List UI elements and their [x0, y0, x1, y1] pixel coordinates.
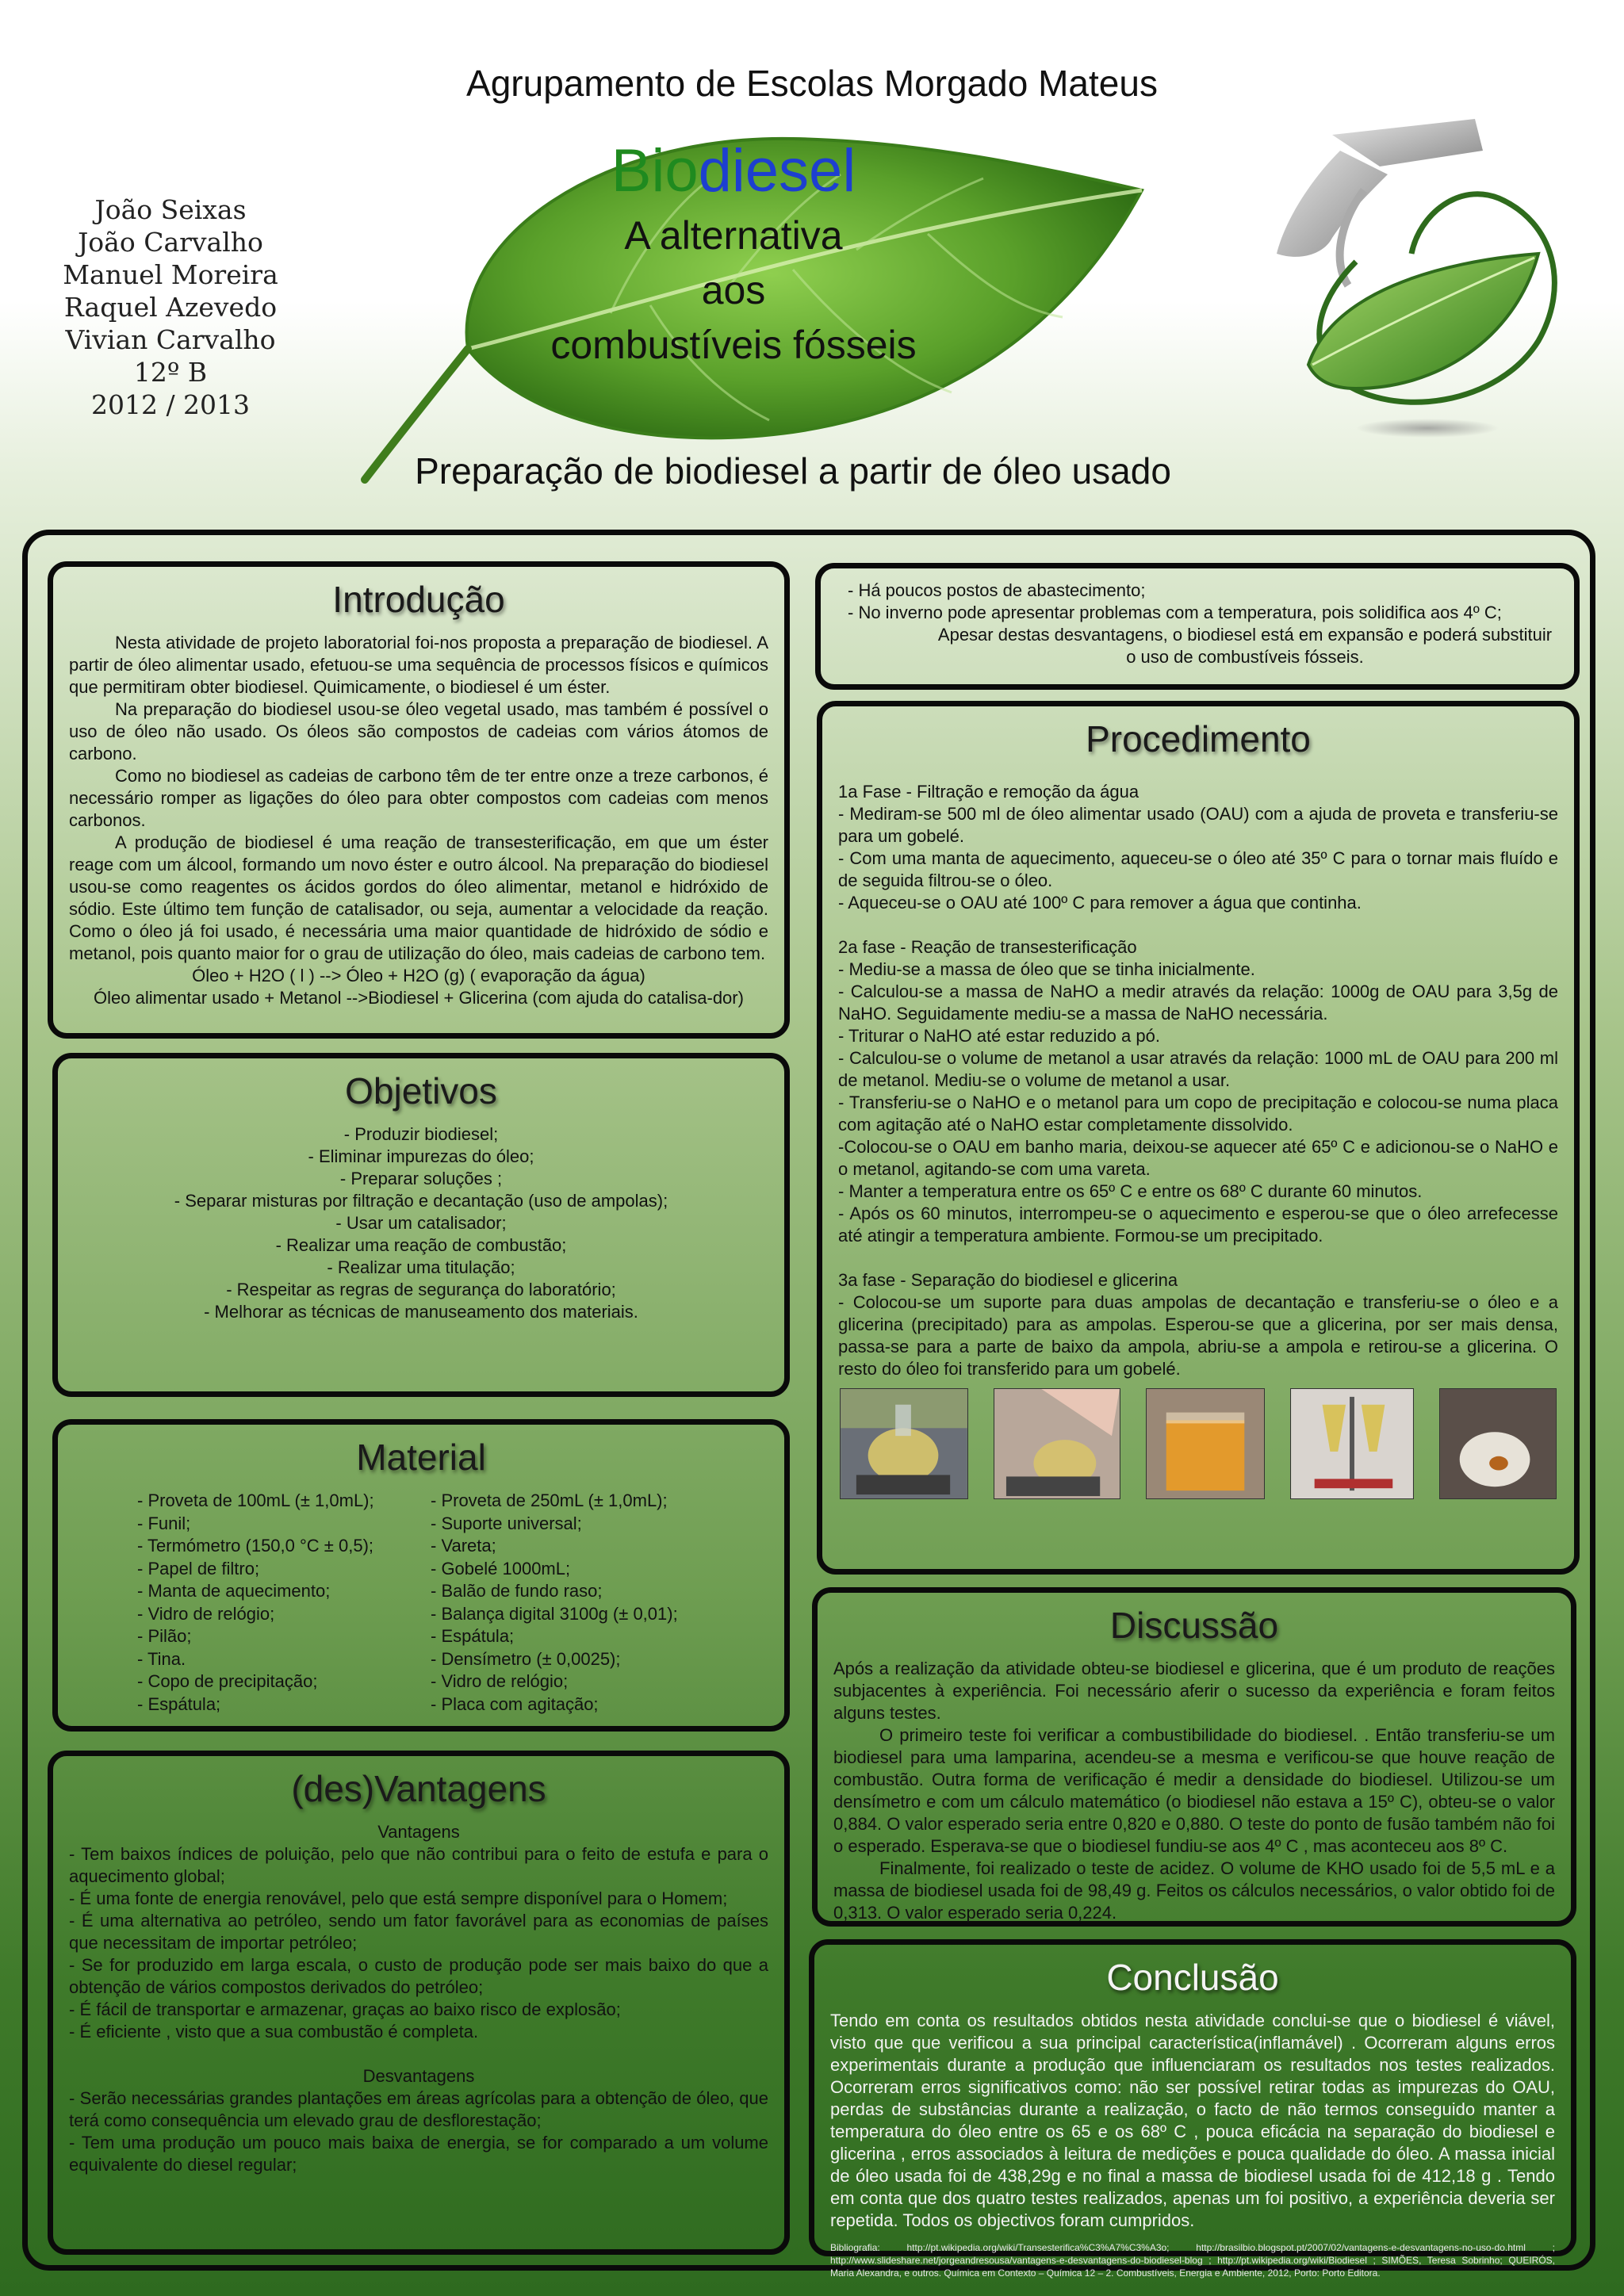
- author: Raquel Azevedo: [63, 292, 278, 323]
- list-item: - É fácil de transportar e armazenar, graças ao baixo risco de explosão;: [69, 1999, 621, 2019]
- conclusao-section: [809, 1939, 1576, 2279]
- vantagens-section: [48, 1751, 790, 2255]
- list-item: - Respeitar as regras de segurança do laboratório;: [226, 1280, 616, 1299]
- list-item: - Calculou-se o volume de metanol a usar através da relação: 1000 mL de OAU para 200 ml de metanol. Mediu-se o volume de metanol a usar.: [838, 1048, 1558, 1090]
- material-list: [74, 1490, 768, 1716]
- title-subline: [476, 209, 991, 373]
- desvantagens-continued: [815, 563, 1580, 690]
- paragraph: A produção de biodiesel é uma reação de transesterificação, em que um éster reage com um álcool, formando um novo éster e outro álcool. Na preparação do biodiesel usou-se como reagentes os ácidos gordos do óleo alimentar, metanol e hidróxido de sódio. Este último tem função de catalisador, ou seja, aumentar a velocidade da reação. Como o óleo já foi usado, é necessária uma maior quantidade de hidróxido de sódio e metanol, pois quanto maior for o grau de utilização do óleo, mais cadeias de carbono tem.: [69, 832, 768, 963]
- author: Vivian Carvalho: [65, 324, 276, 355]
- list-item: - Manter a temperatura entre os 65º C e entre os 68º C durante 60 minutos.: [838, 1181, 1423, 1201]
- procedimento-body: [838, 781, 1558, 1380]
- list-item: - Gobelé 1000mL;: [431, 1558, 571, 1578]
- list-item: - Pilão;: [137, 1626, 192, 1646]
- section-title: Objetivos: [345, 1070, 497, 1112]
- section-title: Procedimento: [1086, 718, 1311, 760]
- list-item: - Mediram-se 500 ml de óleo alimentar usado (OAU) com a ajuda de proveta e transferiu-se para um gobelé.: [838, 804, 1558, 846]
- beaker-oil-photo: [1146, 1388, 1265, 1499]
- vantagens-body: [69, 1821, 768, 2176]
- list-item: - Manta de aquecimento;: [137, 1581, 331, 1601]
- title-line: aos: [701, 268, 766, 312]
- intro-section: [48, 561, 790, 1039]
- dish-residue-photo: [1439, 1388, 1557, 1499]
- bibliography: Bibliografia: http://pt.wikipedia.org/wiki/Transesterifica%C3%A7%C3%A3o; http://brasilbio.blogspot.pt/2007/02/vantagens-e-desvantagens-no-uso-do.html ; http://www.slideshare.net/jorgeandresousa/vantagens-e-desvantagens-do-biodiesel-blog ; http://pt.wikipedia.org/wiki/Biodiesel ; SIMÕES, Teresa Sobrinho; QUEIRÓS, Maria Alexandra, e outros. Química em Contexto – Química 12 – 2. Combustíveis, Energia e Ambiente, 2012, Porto: Porto Editora.: [830, 2242, 1555, 2279]
- subtitle: Preparação de biodiesel a partir de óleo usado: [415, 450, 1171, 492]
- equation: Óleo + H2O ( l ) --> Óleo + H2O (g) ( evaporação da água): [192, 966, 645, 985]
- objetivos-section: [52, 1053, 790, 1397]
- list-item: - Vidro de relógio;: [431, 1671, 569, 1691]
- separatory-funnels-photo: [1290, 1388, 1414, 1499]
- lab-photos: [838, 1388, 1558, 1499]
- list-item: - Realizar uma titulação;: [327, 1257, 515, 1277]
- subheading: Vantagens: [377, 1822, 460, 1842]
- list-item: - Realizar uma reação de combustão;: [275, 1235, 567, 1255]
- list-item: - Melhorar as técnicas de manuseamento dos materiais.: [204, 1302, 638, 1322]
- list-item: - Tina.: [137, 1648, 186, 1669]
- equation: Óleo alimentar usado + Metanol -->Biodiesel + Glicerina (com ajuda do catalisa-dor): [94, 988, 744, 1008]
- flask-heating-photo: [840, 1388, 968, 1499]
- list-item: - Eliminar impurezas do óleo;: [308, 1146, 534, 1166]
- paragraph: Nesta atividade de projeto laboratorial foi-nos proposta a preparação de biodiesel. A partir de óleo alimentar usado, efetuou-se uma sequência de processos físicos e químicos que permitiram obter biodiesel. Quimicamente, o biodiesel é um éster.: [69, 633, 768, 697]
- list-item: - Proveta de 250mL (± 1,0mL);: [431, 1490, 668, 1510]
- list-item: - É eficiente , visto que a sua combustão é completa.: [69, 2022, 479, 2042]
- title-diesel: diesel: [698, 137, 856, 205]
- subheading: 1a Fase - Filtração e remoção da água: [838, 782, 1139, 802]
- list-item: - Densímetro (± 0,0025);: [431, 1648, 621, 1669]
- author: João Seixas: [94, 194, 247, 225]
- list-item: - Serão necessárias grandes plantações em áreas agrícolas para a obtenção de óleo, que terá como consequência um elevado grau de desflorestação;: [69, 2088, 768, 2130]
- list-item: - Preparar soluções ;: [339, 1169, 503, 1188]
- continuation-body: [837, 580, 1558, 668]
- list-item: - Produzir biodiesel;: [343, 1124, 499, 1144]
- subheading: 3a fase - Separação do biodiesel e glicerina: [838, 1270, 1178, 1290]
- material-section: [52, 1419, 790, 1732]
- school-year: 2012 / 2013: [90, 389, 251, 420]
- poster-title: [476, 136, 991, 373]
- school-name: Agrupamento de Escolas Morgado Mateus: [466, 63, 1158, 104]
- paragraph: Finalmente, foi realizado o teste de acidez. O volume de KHO usado foi de 5,5 mL e a massa de biodiesel usada foi de 98,49 g. Feitos os cálculos necessários, o valor obtido foi de 0,313. O valor esperado seria 0,224.: [833, 1858, 1555, 1923]
- intro-body: [69, 632, 768, 1009]
- list-item: - Triturar o NaHO até estar reduzido a pó.: [838, 1026, 1160, 1046]
- list-item: - Há poucos postos de abastecimento;: [848, 580, 1146, 600]
- title-line: A alternativa: [624, 213, 843, 258]
- list-item: - Com uma manta de aquecimento, aqueceu-se o óleo até 35º C para o tornar mais fluído e de seguida filtrou-se o óleo.: [838, 848, 1558, 890]
- objetivos-list: [74, 1123, 768, 1323]
- conclusao-body: Tendo em conta os resultados obtidos nesta atividade conclui-se que o biodiesel é viável, visto que que verificou a sua principal característica(inflamável) . Ocorreram alguns erros experimentais durante a produção que influenciaram os resultados nos testes realizados. Ocorreram erros significativos como: não ser possível retirar todas as impurezas do OAU, perdas de substâncias durante a realização, o facto de não termos conseguido manter a temperatura do óleo entre os 65 e os 68º C , pouca eficácia na separação do biodiesel e glicerina , erros associados à leitura de medições e pouca qualidade do óleo. A massa inicial de óleo usada foi de 438,29g e no final a massa de biodiesel usada foi de 412,18 g . Tendo em conta que dos quatro testes realizados, apenas um foi positivo, a experiência deveria ser repetida. Todos os objectivos foram cumpridos.: [830, 2011, 1555, 2230]
- list-item: - Suporte universal;: [431, 1513, 582, 1533]
- list-item: - É uma fonte de energia renovável, pelo que está sempre disponível para o Homem;: [69, 1888, 728, 1908]
- list-item: - É uma alternativa ao petróleo, sendo um fator favorável para as economias de países que necessitam de importar petróleo;: [69, 1911, 768, 1953]
- title-line: combustíveis fósseis: [550, 323, 917, 367]
- paragraph: Na preparação do biodiesel usou-se óleo vegetal usado, mas também é possível o uso de óleo não usado. Os óleos são compostos de cadeias com vários átomos de carbono.: [69, 699, 768, 763]
- list-item: - Proveta de 100mL (± 1,0mL);: [137, 1490, 374, 1510]
- list-item: - Funil;: [137, 1513, 191, 1533]
- class-label: 12º B: [133, 357, 208, 388]
- hand-pouring-photo: [994, 1388, 1120, 1499]
- section-title: Discussão: [1109, 1605, 1279, 1646]
- section-title: Conclusão: [1106, 1957, 1279, 1998]
- list-item: - Balão de fundo raso;: [431, 1581, 603, 1601]
- fuel-pump-leaf-icon: [1237, 103, 1570, 444]
- list-item: - Separar misturas por filtração e decantação (uso de ampolas);: [174, 1191, 668, 1211]
- discussao-body: [833, 1658, 1555, 1924]
- discussao-section: [812, 1587, 1576, 1927]
- author: João Carvalho: [78, 227, 263, 258]
- procedimento-section: [817, 701, 1580, 1575]
- list-item: - Aqueceu-se o OAU até 100º C para remover a água que continha.: [838, 893, 1362, 913]
- list-item: - Papel de filtro;: [137, 1558, 260, 1578]
- authors-list: [48, 193, 293, 421]
- list-item: - Placa com agitação;: [431, 1693, 599, 1714]
- list-item: - Balança digital 3100g (± 0,01);: [431, 1603, 678, 1624]
- paragraph: Apesar destas desvantagens, o biodiesel está em expansão e poderá substituir o uso de combustíveis fósseis.: [937, 625, 1553, 667]
- list-item: - Tem uma produção um pouco mais baixa de energia, se for comparado a um volume equivalente do diesel regular;: [69, 2133, 768, 2175]
- list-item: - Termómetro (150,0 °C ± 0,5);: [137, 1536, 374, 1556]
- list-item: - Copo de precipitação;: [137, 1671, 318, 1691]
- list-item: - Espátula;: [431, 1626, 515, 1646]
- subheading: Desvantagens: [362, 2066, 475, 2086]
- list-item: - Transferiu-se o NaHO e o metanol para um copo de precipitação e colocou-se numa placa com agitação até o NaHO estar completamente dissolvido.: [838, 1093, 1558, 1135]
- list-item: - Vareta;: [431, 1536, 496, 1556]
- author: Manuel Moreira: [63, 259, 278, 290]
- list-item: -Colocou-se o OAU em banho maria, deixou-se aquecer até 65º C e adicionou-se o NaHO e o metanol, agitando-se com uma vareta.: [838, 1137, 1558, 1179]
- paragraph: Como no biodiesel as cadeias de carbono têm de ter entre onze a treze carbonos, é necessário romper as ligações do óleo para obter compostos com cadeias com menos carbonos.: [69, 766, 768, 830]
- paragraph: O primeiro teste foi verificar a combustibilidade do biodiesel. . Então transferiu-se um biodiesel para uma lamparina, acendeu-se a mesma e verificou-se que houve reação de combustão. Outra forma de verificação é medir a densidade do biodiesel. Utilizou-se um densímetro e com um cálculo matemático (o biodiesel não estava a 15º C), obteu-se o valor 0,884. O valor esperado seria entre 0,820 e 0,880. O teste do ponto de fusão também não foi o esperado. Esperava-se que o biodiesel fundiu-se aos 4º C , mas aconteceu aos 8º C.: [833, 1725, 1555, 1856]
- subheading: 2a fase - Reação de transesterificação: [838, 937, 1137, 957]
- list-item: - Tem baixos índices de poluição, pelo que não contribui para o feito de estufa e para o aquecimento global;: [69, 1844, 768, 1886]
- section-title: Introdução: [332, 579, 505, 620]
- list-item: - Após os 60 minutos, interrompeu-se o aquecimento e esperou-se que o óleo arrefecesse até atingir a temperatura ambiente. Formou-se um precipitado.: [838, 1203, 1558, 1246]
- material-column-left: [137, 1490, 431, 1716]
- section-title: Material: [356, 1437, 486, 1478]
- paragraph: Após a realização da atividade obteu-se biodiesel e glicerina, que é um produto de reações subjacentes à experiência. Foi necessário aferir o sucesso da experiência e foram feitos alguns testes.: [833, 1659, 1555, 1723]
- section-title: (des)Vantagens: [291, 1768, 546, 1809]
- list-item: - Usar um catalisador;: [335, 1213, 507, 1233]
- list-item: - Colocou-se um suporte para duas ampolas de decantação e transferiu-se o óleo e a glicerina (precipitado) para as ampolas. Esperou-se que a glicerina, por ser mais densa, passa-se para a parte de baixo da ampola, abriu-se a ampola e retirou-se a glicerina. O resto do óleo foi transferido para um gobelé.: [838, 1292, 1558, 1379]
- material-column-right: [431, 1490, 724, 1716]
- list-item: - Espátula;: [137, 1693, 221, 1714]
- list-item: - Mediu-se a massa de óleo que se tinha inicialmente.: [838, 959, 1255, 979]
- list-item: - No inverno pode apresentar problemas com a temperatura, pois solidifica aos 4º C;: [848, 603, 1502, 622]
- list-item: - Se for produzido em larga escala, o custo de produção pode ser mais baixo do que a obtenção de vários compostos derivados do petróleo;: [69, 1955, 768, 1997]
- list-item: - Vidro de relógio;: [137, 1603, 275, 1624]
- title-bio: Bio: [611, 137, 699, 205]
- list-item: - Calculou-se a massa de NaHO a medir através da relação: 1000g de OAU para 3,5g de NaHO. Seguidamente mediu-se a massa de NaHO necessária.: [838, 982, 1558, 1024]
